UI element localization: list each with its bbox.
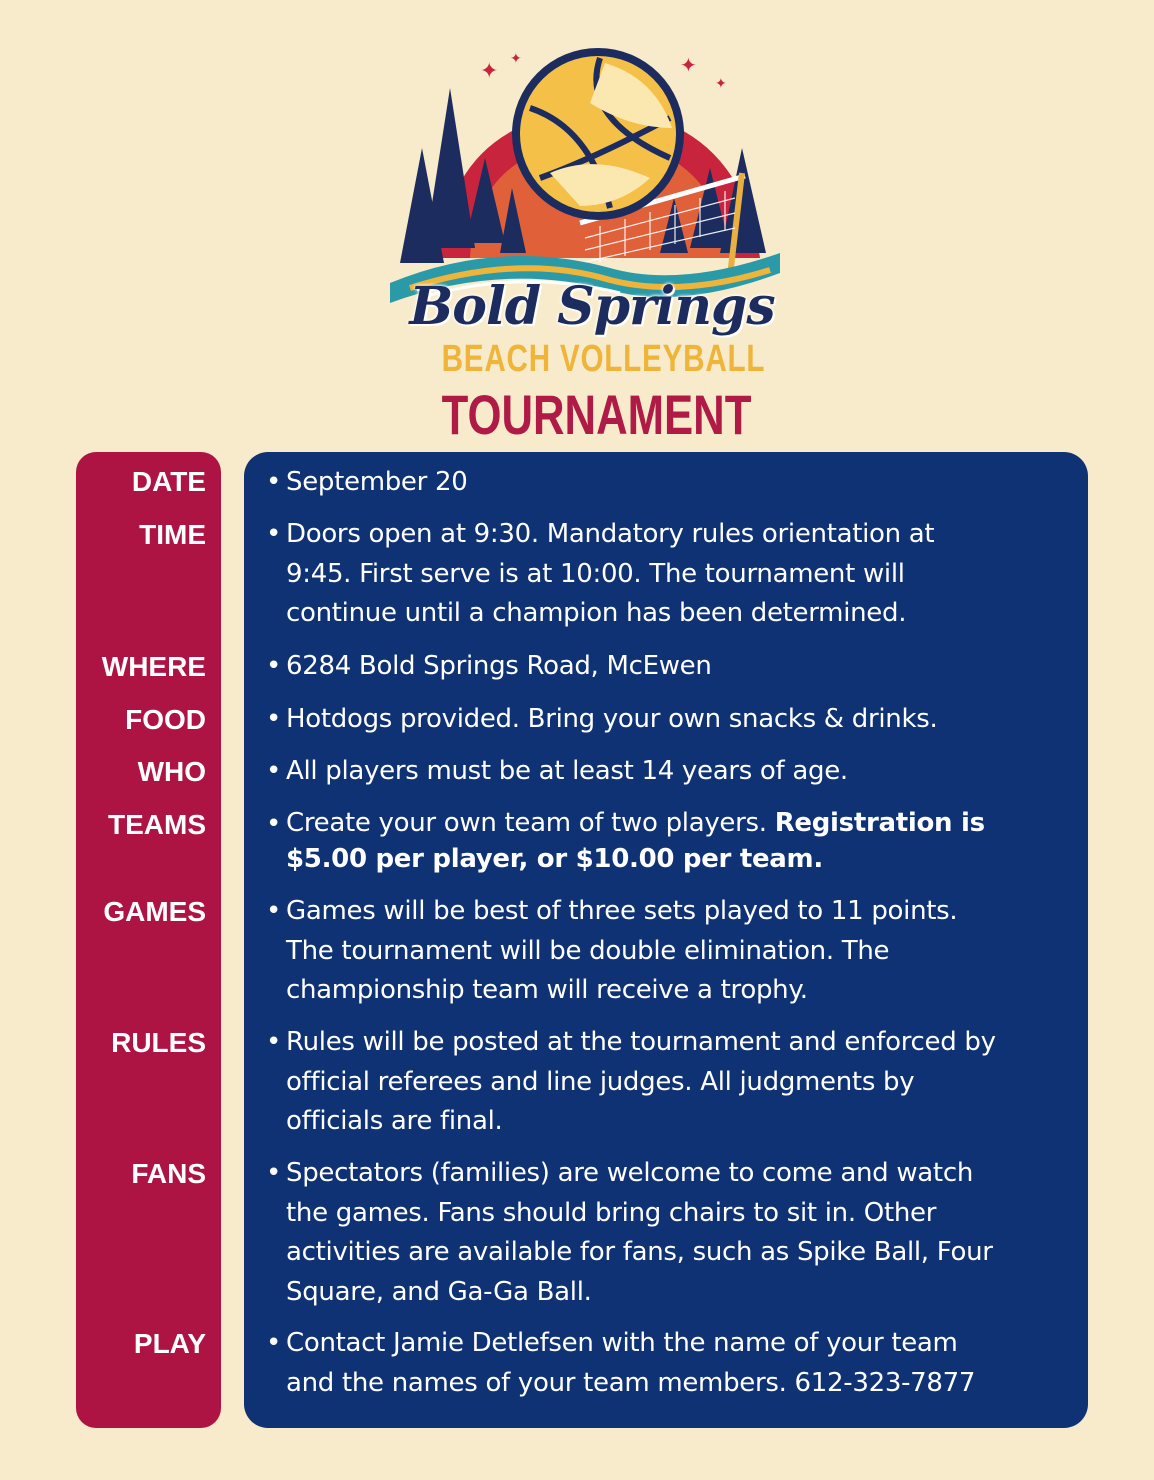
- svg-text:✦: ✦: [680, 53, 697, 77]
- entry-line: the games. Fans should bring chairs to sit in. Other: [286, 1197, 937, 1228]
- entry-line: 9:45. First serve is at 10:00. The tournament will: [286, 558, 905, 589]
- logo-subtitle: BEACH VOLLEYBALL: [441, 338, 766, 380]
- label-teams: TEAMS: [108, 809, 206, 840]
- entry-time: [266, 515, 1076, 634]
- entry-line: 6284 Bold Springs Road, McEwen: [286, 651, 712, 681]
- entry-date: [266, 463, 1076, 503]
- entry-line: Doors open at 9:30. Mandatory rules orientation at: [286, 519, 935, 549]
- bullet: •: [266, 1027, 282, 1057]
- entry-food: [266, 700, 1076, 740]
- entry-line: Rules will be posted at the tournament and enforced by: [286, 1027, 996, 1057]
- label-date: DATE: [131, 466, 206, 497]
- entry-where: [266, 647, 1076, 687]
- entry-line: Contact Jamie Detlefsen with the name of your team: [286, 1328, 958, 1358]
- entry-line: continue until a champion has been determined.: [286, 598, 907, 628]
- bullet: •: [266, 519, 282, 549]
- bullet: •: [266, 756, 282, 786]
- entry-line: championship team will receive a trophy.: [286, 975, 808, 1005]
- entry-line: September 20: [286, 467, 468, 497]
- teams-registration-text: Registration is: [774, 808, 985, 838]
- entry-line: The tournament will be double elimination. The: [286, 935, 890, 966]
- label-time: TIME: [139, 519, 206, 550]
- label-rules: RULES: [111, 1027, 206, 1058]
- bullet: •: [266, 1328, 282, 1358]
- label-fans: FANS: [131, 1158, 206, 1189]
- bullet: •: [266, 651, 282, 681]
- entry-fans: [266, 1154, 1076, 1312]
- label-food: FOOD: [125, 704, 206, 735]
- label-where: WHERE: [101, 651, 206, 682]
- entry-line: officials are final.: [286, 1106, 503, 1136]
- label-who: WHO: [137, 756, 206, 787]
- logo-script-title: Bold Springs: [409, 276, 775, 337]
- bullet: •: [266, 809, 282, 839]
- bullet: •: [266, 896, 282, 926]
- entry-games: [266, 892, 1076, 1011]
- entry-line: All players must be at least 14 years of age.: [286, 756, 848, 786]
- svg-text:✦: ✦: [715, 76, 727, 92]
- bullet: •: [266, 1158, 282, 1188]
- bullet: •: [266, 704, 282, 734]
- entry-teams: [266, 805, 1076, 877]
- entry-line: [266, 805, 1076, 841]
- entry-line: official referees and line judges. All judgments by: [286, 1066, 915, 1097]
- teams-plain-text: Create your own team of two players.: [286, 808, 775, 838]
- entry-line: activities are available for fans, such as Spike Ball, Four: [286, 1237, 993, 1267]
- entry-who: [266, 752, 1076, 792]
- entry-line: Square, and Ga-Ga Ball.: [286, 1276, 592, 1307]
- entry-line: Games will be best of three sets played to 11 points.: [286, 896, 958, 926]
- entry-play: [266, 1324, 1076, 1403]
- label-panel: [76, 452, 221, 1428]
- teams-fee-text: $5.00 per player, or $10.00 per team.: [286, 844, 823, 874]
- label-games: GAMES: [103, 896, 206, 927]
- label-play: PLAY: [133, 1328, 206, 1359]
- svg-text:✦: ✦: [480, 59, 499, 84]
- entry-rules: [266, 1023, 1076, 1142]
- svg-text:✦: ✦: [510, 51, 522, 67]
- entry-line: and the names of your team members. 612-323-7877: [286, 1367, 976, 1398]
- entry-line: Hotdogs provided. Bring your own snacks & drinks.: [286, 704, 938, 734]
- entry-line: Spectators (families) are welcome to come and watch: [286, 1158, 973, 1188]
- logo-main-title: TOURNAMENT: [441, 383, 752, 446]
- bullet: •: [266, 467, 282, 497]
